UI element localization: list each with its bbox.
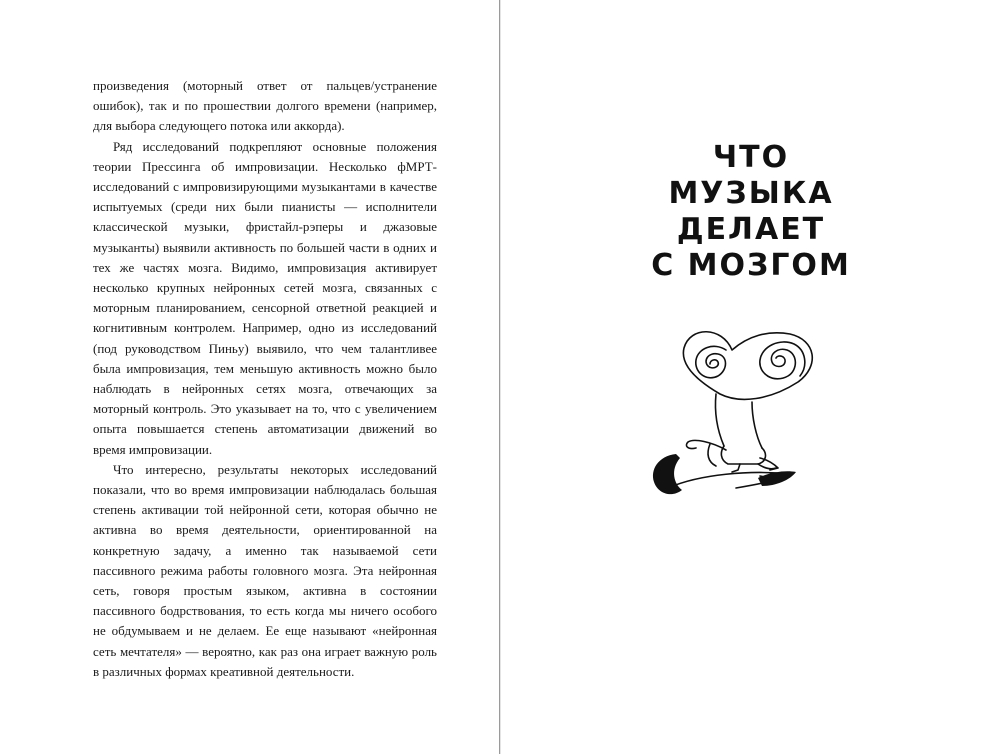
chapter-title [601, 140, 901, 284]
left-page [0, 0, 499, 754]
chapter-title-line-2: МУЗЫКА [668, 176, 834, 211]
body-text [93, 76, 437, 682]
brain-creature-illustration [640, 318, 820, 508]
paragraph-1: произведения (моторный ответ от пальцев/устранение ошибок), так и по прошествии долгого времени (например, для выбора следующего потока или аккорда). [93, 78, 437, 134]
paragraph-3: Что интересно, результаты некоторых исследований показали, что во время импровизации наблюдалась большая степень активации той нейронной сети, которая обычно не активна во время деятельности, ориентированной на конкретную задачу, а именно так называемой сети пассивного режима работы головного мозга. Эта нейронная сеть, говоря простым языком, активна в состоянии пассивного бодрствования, то есть когда мы ничего особого не обдумываем и не делаем. Ее еще называют «нейронная сеть мечтателя» — вероятно, как раз она играет важную роль в различных формах креативной деятельности. [93, 461, 437, 679]
chapter-title-line-3: ДЕЛАЕТ [676, 212, 826, 247]
chapter-title-line-4: С МОЗГОМ [651, 248, 851, 283]
chapter-title-line-1: ЧТО [712, 140, 790, 175]
paragraph-2: Ряд исследований подкрепляют основные положения теории Прессинга об импровизации. Несколько фМРТ-исследований с импровизирующими музыкантами в качестве испытуемых (среди них были пианисты — исполнители классической музыки, фристайл-рэперы и джазовые музыканты) выявили активность по большей части в одних и тех же частях мозга. Видимо, импровизация активирует несколько крупных нейронных сетей мозга, связанных с моторным планированием, сенсорной ответной реакцией и когнитивным контролем. Например, одно из исследований (под руководством Пиньу) выявило, что чем талантливее была импровизация, тем меньшую активность можно было наблюдать в нейронных сетях мозга, отвечающих за моторный контроль. Это указывает на то, что с увеличением опыта повышается степень автоматизации движений во время импровизации. [93, 138, 437, 457]
